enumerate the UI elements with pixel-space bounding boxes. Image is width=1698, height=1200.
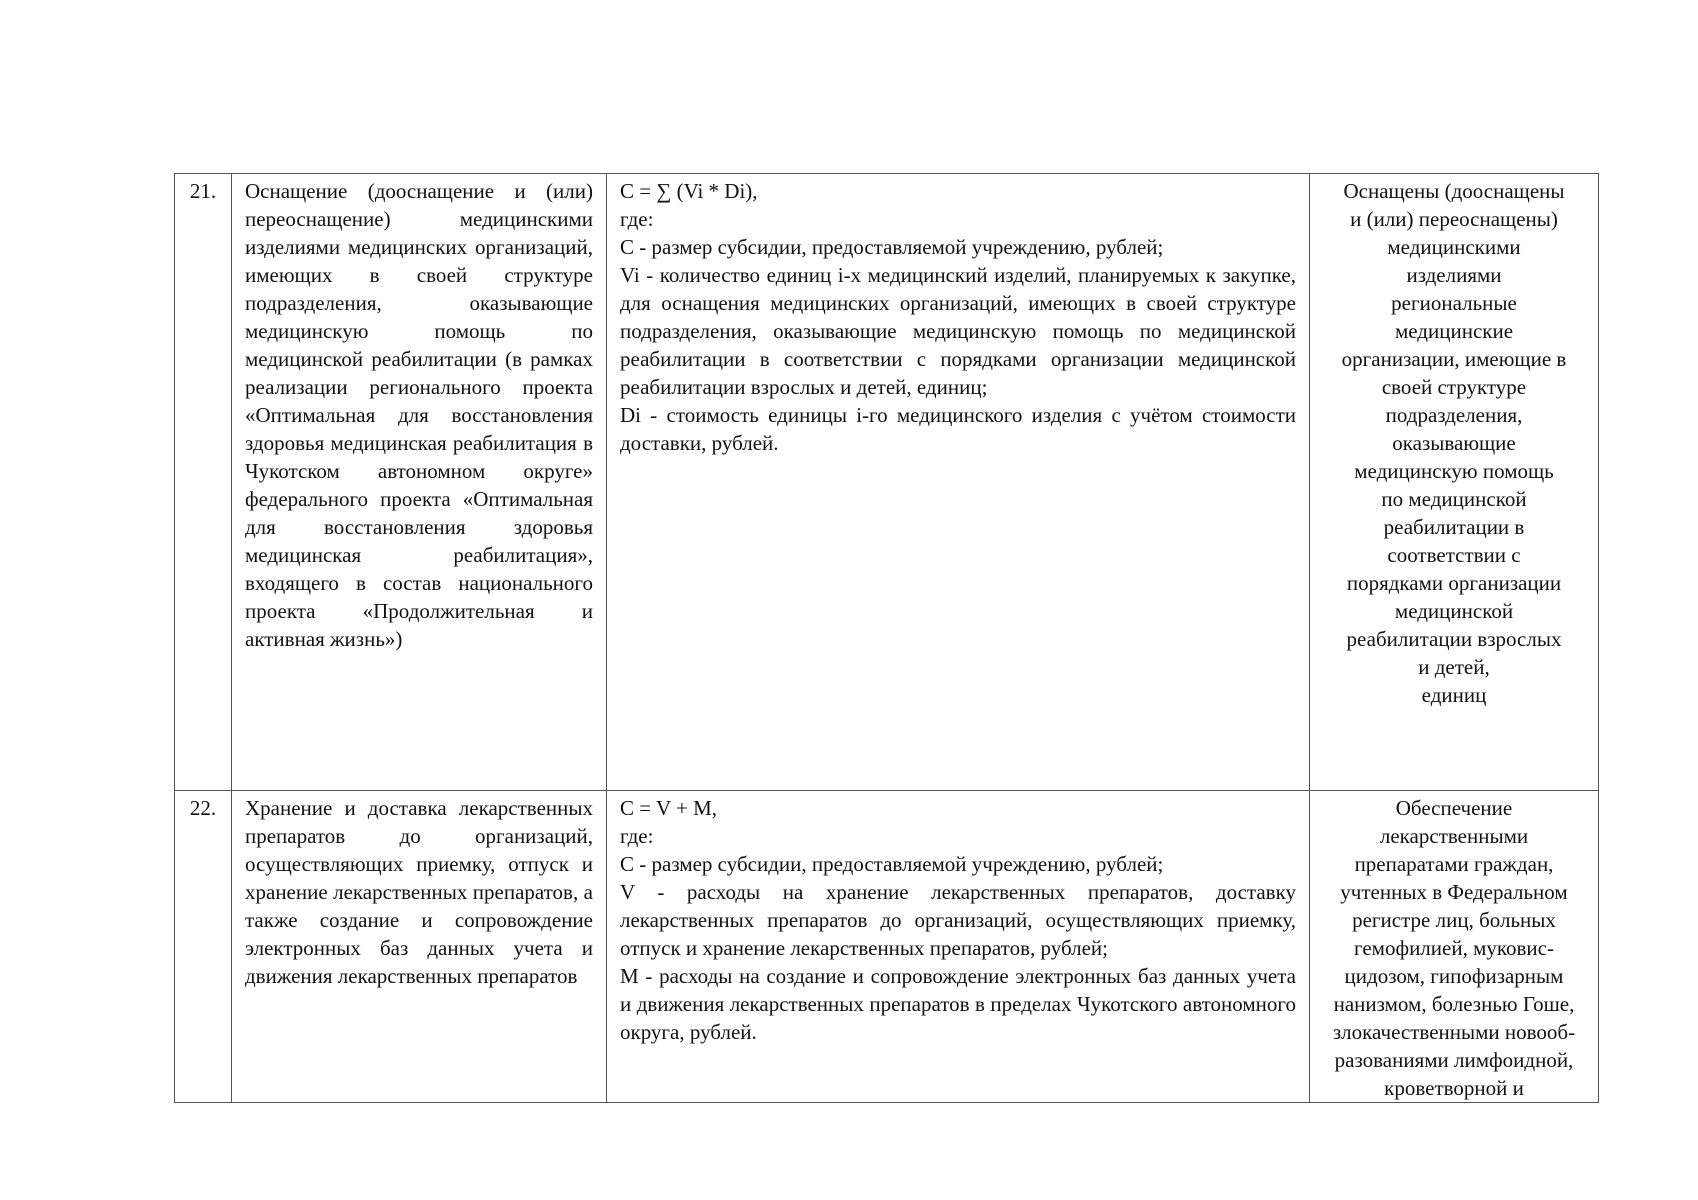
result-line: оказывающие [1392, 431, 1516, 455]
result-line: гемофилией, муковис- [1354, 936, 1554, 960]
result-cell [1310, 174, 1599, 791]
where-label: где: [620, 824, 654, 848]
result-line: медицинской [1394, 599, 1514, 623]
result-line: регистре лиц, больных [1352, 908, 1556, 932]
formula-term: Vi - количество единиц i-х медицинский изделий, планируемых к закупке, для оснащения медицинских организаций, имеющих в своей структуре подразделения, оказывающие медицинскую помощь по медицинской реабилитации в соответствии с порядками организации медицинской реабилитации взрослых и детей, единиц; [620, 263, 1296, 399]
result-line: учтенных в Федеральном [1340, 880, 1568, 904]
result-line: организации, имеющие в [1341, 347, 1567, 371]
formula-term: C - размер субсидии, предоставляемой учреждению, рублей; [620, 235, 1164, 259]
result-line: препаратами граждан, [1354, 852, 1554, 876]
result-line: региональные [1391, 291, 1517, 315]
result-line: Оснащены (дооснащены [1343, 179, 1565, 203]
result-line: подразделения, [1385, 403, 1523, 427]
result-line: и (или) переоснащены) [1350, 207, 1558, 231]
table-row [175, 791, 1599, 1103]
formula: C = V + M, [620, 796, 718, 820]
result-line: медицинскими [1387, 235, 1521, 259]
result-line: реабилитации взрослых [1346, 627, 1562, 651]
result-line: порядками организации [1346, 571, 1562, 595]
result-line: своей структуре [1381, 375, 1527, 399]
result-line: реабилитации в [1383, 515, 1525, 539]
formula-term: M - расходы на создание и сопровождение электронных баз данных учета и движения лекарственных препаратов в пределах Чукотского автономного округа, рублей. [620, 964, 1296, 1044]
result-line: нанизмом, болезнью Гоше, [1333, 992, 1575, 1016]
result-line: и детей, [1418, 655, 1490, 679]
formula-cell [607, 791, 1310, 1103]
result-line: по медицинской [1381, 487, 1527, 511]
result-cell [1310, 791, 1599, 1103]
result-line: злокачественными новооб- [1332, 1020, 1576, 1044]
formula-term: Di - стоимость единицы i-го медицинского изделия с учётом стоимости доставки, рублей. [620, 403, 1296, 455]
result-line: Обеспечение [1395, 796, 1513, 820]
result-line: медицинские [1394, 319, 1514, 343]
row-number: 22. [175, 791, 232, 1103]
result-line: лекарственными [1379, 824, 1529, 848]
table-row [175, 174, 1599, 791]
formula: C = ∑ (Vi * Di), [620, 179, 758, 203]
expense-name: Хранение и доставка лекарственных препаратов до организаций, осуществляющих приемку, отпуск и хранение лекарственных препаратов, а также создание и сопровождение электронных баз данных учета и движения лекарственных препаратов [232, 791, 607, 1103]
expense-name: Оснащение (дооснащение и (или) переоснащение) медицинскими изделиями медицинских организаций, имеющих в своей структуре подразделения, оказывающие медицинскую помощь по медицинской реабилитации (в рамках реализации регионального проекта «Оптимальная для восстановления здоровья медицинская реабилитация в Чукотском автономном округе» федерального проекта «Оптимальная для восстановления здоровья медицинская реабилитация», входящего в состав национального проекта «Продолжительная и активная жизнь») [232, 174, 607, 791]
subsidy-calculation-table [174, 173, 1599, 1103]
where-label: где: [620, 207, 654, 231]
result-line: соответствии с [1387, 543, 1521, 567]
result-line: изделиями [1406, 263, 1502, 287]
result-line: кроветворной и [1384, 1076, 1524, 1100]
formula-cell [607, 174, 1310, 791]
result-line: медицинскую помощь [1354, 459, 1554, 483]
result-line: разованиями лимфоидной, [1334, 1048, 1574, 1072]
row-number: 21. [175, 174, 232, 791]
result-line: единиц [1421, 683, 1487, 707]
formula-term: V - расходы на хранение лекарственных препаратов, доставку лекарственных препаратов до организаций, осуществляющих приемку, отпуск и хранение лекарственных препаратов, рублей; [620, 880, 1296, 960]
result-line: цидозом, гипофизарным [1344, 964, 1564, 988]
formula-term: C - размер субсидии, предоставляемой учреждению, рублей; [620, 852, 1164, 876]
